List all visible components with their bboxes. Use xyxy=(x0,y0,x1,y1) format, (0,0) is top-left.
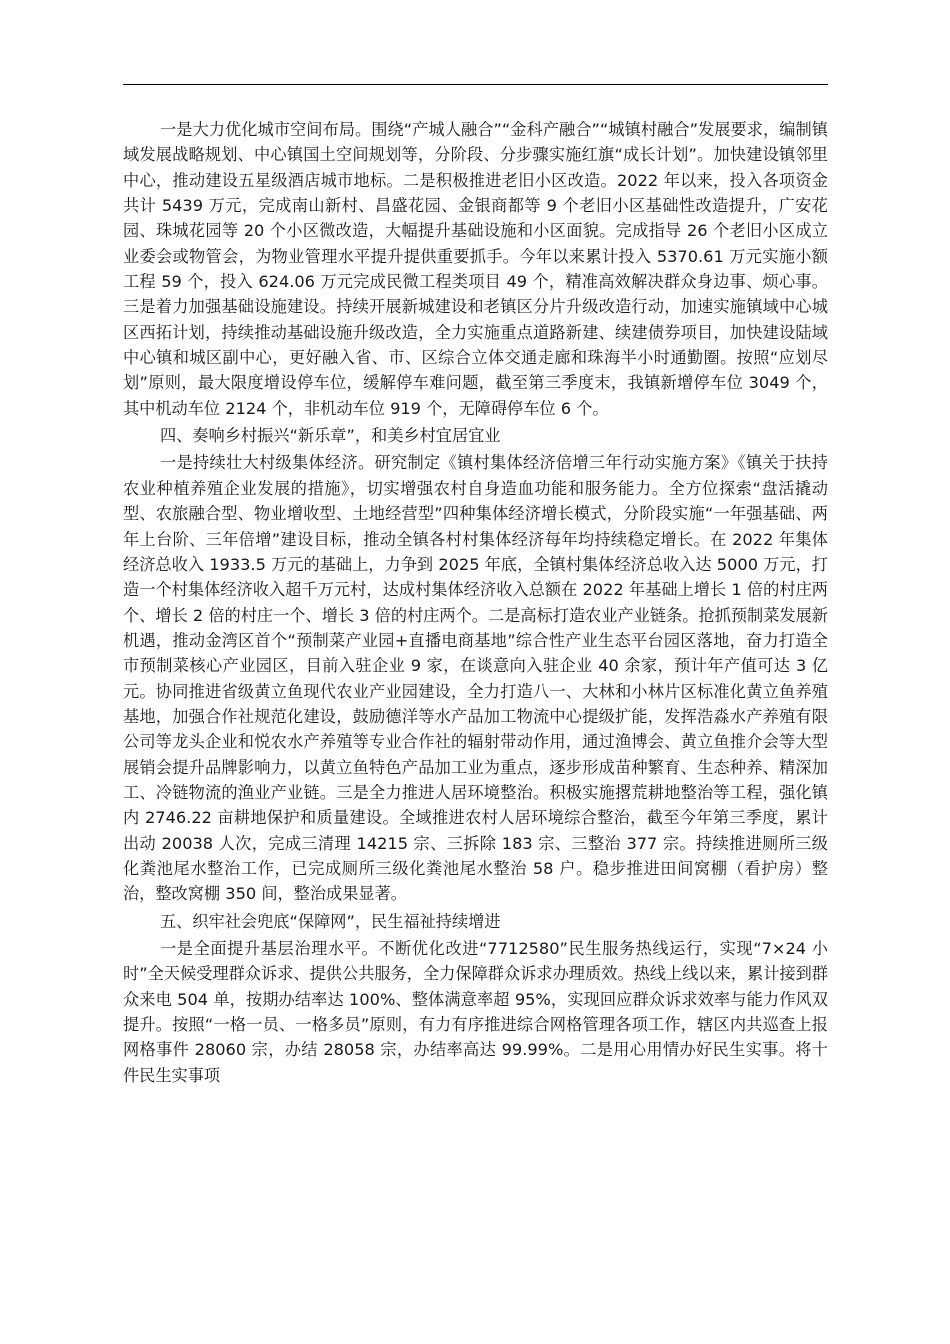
paragraph-rural-economy: 一是持续壮大村级集体经济。研究制定《镇村集体经济倍增三年行动实施方案》《镇关于扶持农业种植养殖企业发展的措施》，切实增强农村自身造血功能和服务能力。全方位探索“盘活撬动型、农旅融合型、物业增收型、土地经营型”四种集体经济增长模式，分阶段实施“一年强基础、两年上台阶、三年倍增”建设目标，推动全镇各村村集体经济每年均持续稳定增长。在 2022 年集体经济总收入 1933.5 万元的基础上，力争到 2025 年底，全镇村集体经济总收入达 5000 万元，打造一个村集体经济收入超千万元村，达成村集体经济收入总额在 2022 年基础上增长 1 倍的村庄两个、增长 2 倍的村庄一个、增长 3 倍的村庄两个。二是高标打造农业产业链条。抢抓预制菜发展新机遇，推动金湾区首个“预制菜产业园+直播电商基地”综合性产业生态平台园区落地，奋力打造全市预制菜核心产业园区，目前入驻企业 9 家，在谈意向入驻企业 40 余家，预计年产值可达 3 亿元。协同推进省级黄立鱼现代农业产业园建设，全力打造八一、大林和小林片区标准化黄立鱼养殖基地，加强合作社规范化建设，鼓励德洋等水产品加工物流中心提级扩能，发挥浩淼水产养殖有限公司等龙头企业和悦农水产养殖等专业合作社的辐射带动作用，通过渔博会、黄立鱼推介会等大型展销会提升品牌影响力，以黄立鱼特色产品加工业为重点，逐步形成苗种繁育、生态种养、精深加工、冷链物流的渔业产业链。三是全力推进人居环境整治。积极实施撂荒耕地整治等工程，强化镇内 2746.22 亩耕地保护和质量建设。全域推进农村人居环境综合整治，截至今年第三季度，累计出动 20038 人次，完成三清理 14215 宗、三拆除 183 宗、三整治 377 宗。持续推进厕所三级化粪池尾水整治工作，已完成厕所三级化粪池尾水整治 58 户。稳步推进田间窝棚（看护房）整治，整改窝棚 350 间，整治成果显著。 xyxy=(123,453,828,904)
document-body xyxy=(123,117,828,1088)
section-heading-rural-revitalization: 四、奏响乡村振兴“新乐章”，和美乡村宜居宜业 xyxy=(160,426,501,446)
paragraph-grassroots-governance: 一是全面提升基层治理水平。不断优化改进“7712580”民生服务热线运行，实现“7×24 小时”全天候受理群众诉求、提供公共服务，全力保障群众诉求办理质效。热线上线以来，累计接到群众来电 504 单，按期办结率达 100%、整体满意率超 95%，实现回应群众诉求效率与能力作风双提升。按照“一格一员、一格多员”原则，有力有序推进综合网格管理各项工作，辖区内共巡查上报网格事件 28060 宗，办结 28058 宗，办结率高达 99.99%。二是用心用情办好民生实事。将十件民生实事项 xyxy=(123,939,828,1085)
paragraph-urban-layout: 一是大力优化城市空间布局。围绕“产城人融合”“金科产融合”“城镇村融合”发展要求，编制镇域发展战略规划、中心镇国土空间规划等，分阶段、分步骤实施红旗“成长计划”。加快建设镇邻里中心，推动建设五星级酒店城市地标。二是积极推进老旧小区改造。2022 年以来，投入各项资金共计 5439 万元，完成南山新村、昌盛花园、金银商都等 9 个老旧小区基础性改造提升，广安花园、珠城花园等 20 个小区微改造，大幅提升基础设施和小区面貌。完成指导 26 个老旧小区成立业委会或物管会，为物业管理水平提升提供重要抓手。今年以来累计投入 5370.61 万元实施小额工程 59 个，投入 624.06 万元完成民微工程类项目 49 个，精准高效解决群众身边事、烦心事。三是着力加强基础设施建设。持续开展新城建设和老镇区分片升级改造行动，加速实施镇域中心城区西拓计划，持续推动基础设施升级改造，全力实施重点道路新建、续建债券项目，加快建设陆域中心镇和城区副中心，更好融入省、市、区综合立体交通走廊和珠海半小时通勤圈。按照“应划尽划”原则，最大限度增设停车位，缓解停车难问题，截至第三季度末，我镇新增停车位 3049 个，其中机动车位 2124 个，非机动车位 919 个，无障碍停车位 6 个。 xyxy=(123,120,828,418)
section-heading-social-security: 五、织牢社会兜底“保障网”，民生福祉持续增进 xyxy=(160,911,501,931)
header-rule xyxy=(123,84,828,85)
